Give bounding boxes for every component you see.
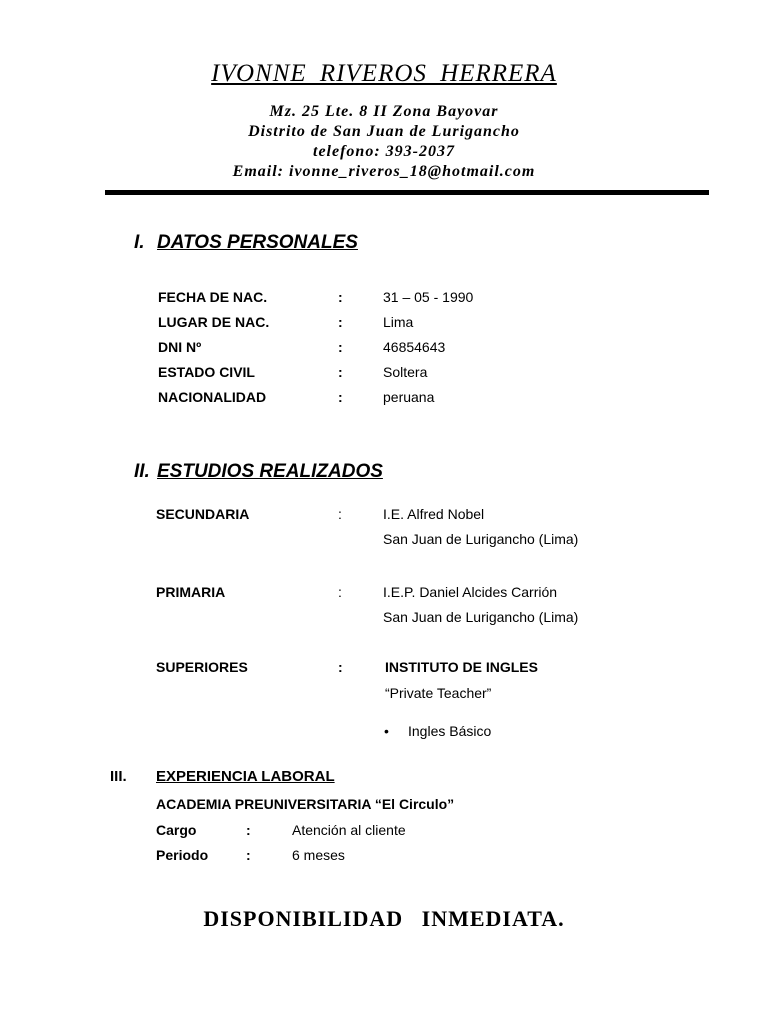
studies-sep: : (338, 584, 342, 600)
personal-label: ESTADO CIVIL (158, 364, 255, 380)
personal-sep: : (338, 339, 343, 355)
resume-name: IVONNE RIVEROS HERRERA (211, 60, 557, 87)
bullet-icon: • (384, 723, 389, 739)
email-line: Email: ivonne_riveros_18@hotmail.com (232, 163, 536, 180)
studies-institute-brand: “Private Teacher” (385, 685, 492, 701)
section-title-experience: EXPERIENCIA LABORAL (156, 768, 335, 785)
personal-sep: : (338, 314, 343, 330)
personal-sep: : (338, 364, 343, 380)
studies-label-primaria: PRIMARIA (156, 584, 226, 600)
studies-institute: INSTITUTO DE INGLES (385, 659, 538, 675)
studies-location: San Juan de Lurigancho (Lima) (383, 531, 579, 547)
experience-label: Periodo (156, 847, 209, 863)
personal-sep: : (338, 389, 343, 405)
personal-value: 31 – 05 - 1990 (383, 289, 474, 305)
experience-sep: : (246, 822, 251, 838)
personal-sep: : (338, 289, 343, 305)
section-number-studies: II. (134, 461, 150, 482)
experience-sep: : (246, 847, 251, 863)
personal-label: FECHA DE NAC. (158, 289, 268, 305)
personal-label: LUGAR DE NAC. (158, 314, 270, 330)
personal-label: NACIONALIDAD (158, 389, 267, 405)
section-number-experience: III. (110, 768, 127, 785)
experience-company: ACADEMIA PREUNIVERSITARIA “El Circulo” (156, 796, 455, 812)
experience-value: Atención al cliente (292, 822, 406, 838)
experience-label: Cargo (156, 822, 197, 838)
studies-sep: : (338, 659, 343, 675)
district-line: Distrito de San Juan de Lurigancho (248, 123, 520, 140)
personal-value: 46854643 (383, 339, 446, 355)
studies-course: Ingles Básico (408, 723, 492, 739)
personal-value: Soltera (383, 364, 428, 380)
personal-value: peruana (383, 389, 435, 405)
experience-value: 6 meses (292, 847, 345, 863)
studies-label-superiores: SUPERIORES (156, 659, 248, 675)
section-title-personal: DATOS PERSONALES (157, 232, 358, 253)
header-divider (105, 190, 709, 195)
phone-line: telefono: 393-2037 (313, 143, 455, 160)
studies-label-secundaria: SECUNDARIA (156, 506, 250, 522)
studies-school: I.E. Alfred Nobel (383, 506, 485, 522)
studies-sep: : (338, 506, 342, 522)
studies-school: I.E.P. Daniel Alcides Carrión (383, 584, 558, 600)
personal-label: DNI Nº (158, 339, 202, 355)
section-title-studies: ESTUDIOS REALIZADOS (157, 461, 383, 482)
personal-value: Lima (383, 314, 414, 330)
address-line: Mz. 25 Lte. 8 II Zona Bayovar (269, 103, 499, 120)
availability-note: DISPONIBILIDAD INMEDIATA. (203, 906, 565, 931)
section-number-personal: I. (134, 232, 145, 253)
studies-location: San Juan de Lurigancho (Lima) (383, 609, 579, 625)
